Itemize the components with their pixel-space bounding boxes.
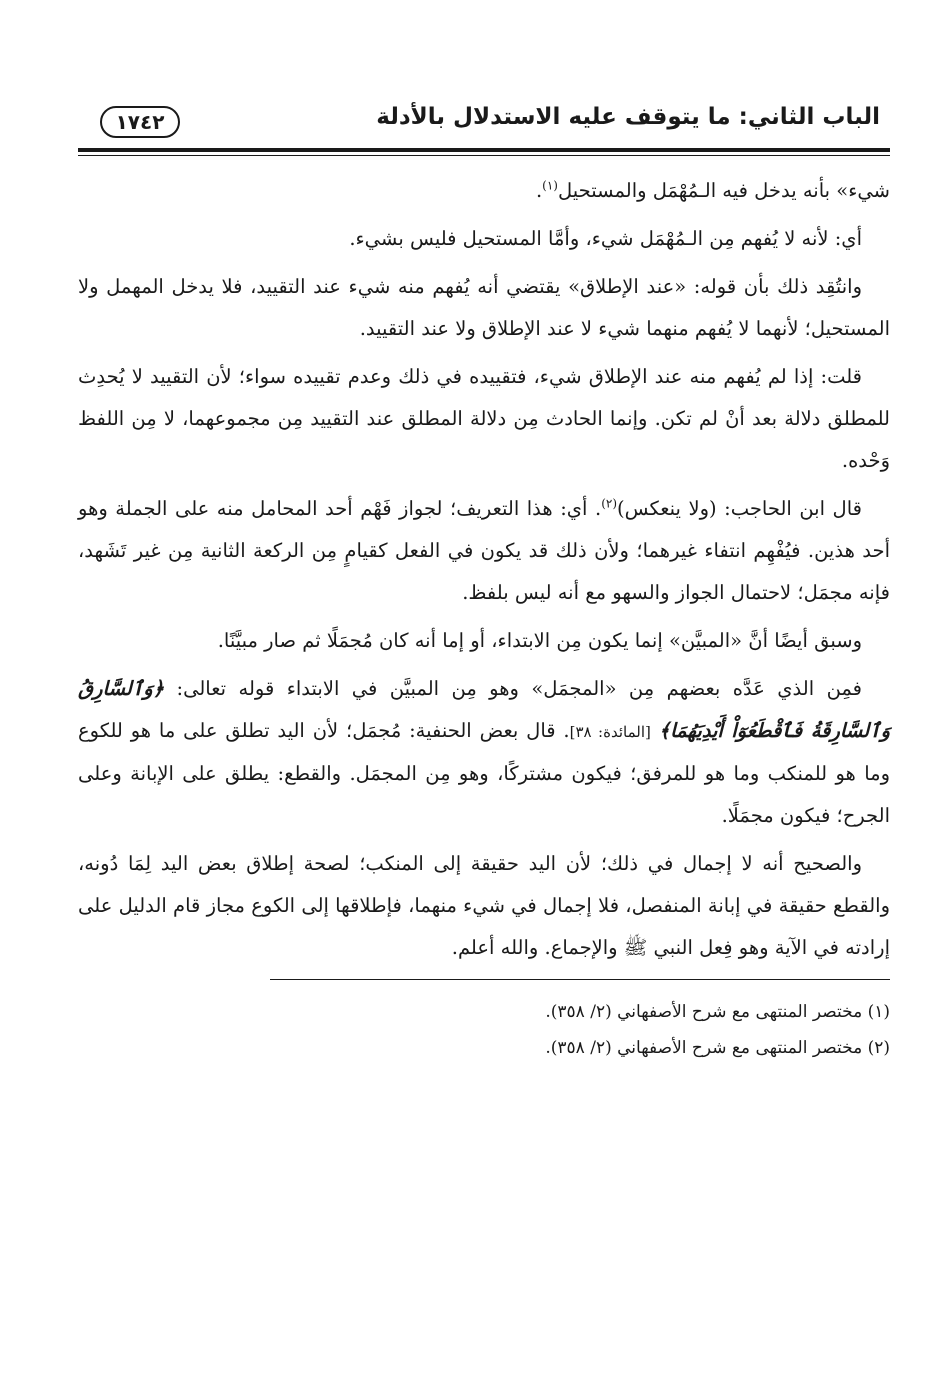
paragraph-2: أي: لأنه لا يُفهم مِن الـمُهْمَل شيء، وأمَّا المستحيل فليس بشيء.: [349, 227, 862, 250]
running-title: الباب الثاني: ما يتوقف عليه الاستدلال بالأدلة: [376, 104, 880, 130]
quran-verse: ﴿وَٱلسَّارِقُ وَٱلسَّارِقَةُ فَٱقْطَعُوٓاْ أَيْدِيَهُمَا﴾: [78, 677, 891, 742]
document-page: [78, 100, 890, 1066]
footnote-1: (١) مختصر المنتهى مع شرح الأصفهاني (٢/ ٣٥٨).: [545, 1002, 890, 1022]
paragraph-8: والصحيح أنه لا إجمال في ذلك؛ لأن اليد حقيقة إلى المنكب؛ لصحة إطلاق بعض اليد لِمَا دُونه، والقطع حقيقة في إبانة المنفصل، فلا إجمال في شيء منهما، فإطلاقها إلى الكوع مجاز قام الدليل على إرادته في الآية وهو فِعل النبي ﷺ والإجماع. والله أعلم.: [78, 852, 890, 959]
paragraph-5-text-a: قال ابن الحاجب: (ولا ينعكس): [617, 497, 862, 520]
paragraph-5-text-b: . أي: هذا التعريف؛ لجواز فَهْم أحد المحامل منه على الجملة وهو أحد هذين. فيُفْهِم انتفاء غيرهما؛ ولأن ذلك قد يكون في الفعل كقيامٍ مِن الركعة الثانية مِن غير تَشَهد، فإنه مجمَل؛ لاحتمال الجواز والسهو مع أنه ليس بلفظ.: [78, 497, 890, 604]
paragraph-4: قلت: إذا لم يُفهم منه عند الإطلاق شيء، فتقييده في ذلك وعدم تقييده سواء؛ لأن التقييد لا يُحدِث للمطلق دلالة بعد أنْ لم تكن. وإنما الحادث مِن دلالة المطلق عند التقييد مِن مجموعهما، لا مِن اللفظ وَحْده.: [78, 365, 890, 472]
paragraph-1-text: شيء» بأنه يدخل فيه الـمُهْمَل والمستحيل: [557, 179, 890, 202]
paragraph-5: [78, 488, 890, 614]
header-rule-thin: [78, 155, 890, 156]
footnote-separator: [270, 979, 890, 980]
paragraph-3: وانتُقِد ذلك بأن قوله: «عند الإطلاق» يقتضي أنه يُفهم منه شيء عند التقييد، فلا يدخل المهمل ولا المستحيل؛ لأنهما لا يُفهم منهما شيء لا عند الإطلاق ولا عند التقييد.: [78, 275, 890, 340]
body-text: [78, 170, 890, 969]
footnotes: [78, 994, 890, 1066]
page-number: ١٧٤٢: [100, 106, 180, 138]
paragraph-1-end: .: [535, 179, 543, 202]
paragraph-6: وسبق أيضًا أنَّ «المبيَّن» إنما يكون مِن الابتداء، أو إما أنه كان مُجمَلًا ثم صار مبيَّنًا.: [217, 629, 862, 652]
paragraph-7-text-b: . قال بعض الحنفية: مُجمَل؛ لأن اليد تطلق على ما هو للكوع وما هو للمنكب وما هو للمرفق؛ فيكون مشتركًا، وهو مِن المجمَل. والقطع: يطلق على الإبانة وعلى الجرح؛ فيكون مجمَلًا.: [78, 719, 890, 827]
footnote-ref-1: (١): [542, 178, 558, 193]
verse-reference: [المائدة: ٣٨]: [569, 723, 651, 741]
paragraph-7-text-a: فمِن الذي عَدَّه بعضهم مِن «المجمَل» وهو مِن المبيَّن في الابتداء قوله تعالى:: [176, 677, 863, 700]
footnote-2: (٢) مختصر المنتهى مع شرح الأصفهاني (٢/ ٣٥٨).: [545, 1038, 890, 1058]
footnote-ref-2: (٢): [601, 496, 618, 511]
paragraph-1: [78, 170, 890, 212]
page-header: [78, 100, 890, 150]
header-rule-thick: [78, 148, 890, 152]
paragraph-7: [78, 668, 890, 837]
